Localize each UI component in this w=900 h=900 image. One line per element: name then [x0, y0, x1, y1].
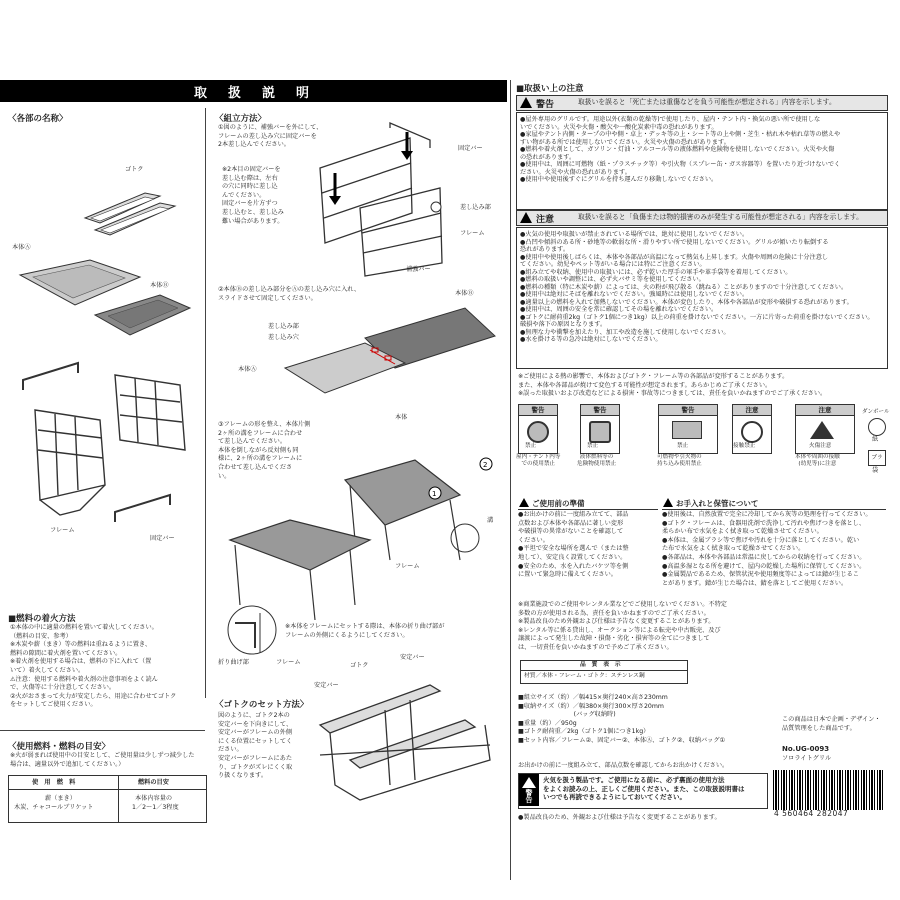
fuel-table-col-divider	[118, 775, 119, 822]
disclaimer: ※商業施設でのご使用やレンタル業などでご使用しないでください。不特定 多数の方が使用される為、責任を負いかねますのでご了承ください。 ※製品改良のため外観および仕様は予告なく変更することがあります。 ※レンタル等に係る貸出し、オークション等による転売や中古販売、及び 譲渡によって発生した故障・損傷・劣化・損害等の全てにつきまして は、一切責任を負いかねますので予めご了承ください。	[518, 601, 727, 651]
recycle-bag-label: 袋	[872, 467, 879, 474]
burn-symbol	[810, 421, 834, 439]
column-divider	[205, 108, 206, 698]
care-body: ●使用後は、自然放置で完全に冷却してから灰等の処理を行ってください。 ●ゴトク・フレームは、食器用洗剤で洗浄して汚れや焦げつきを落とし、 柔らかい布で水気をよく拭き取って乾燥させてください。 ●本体は、金属ブラシ等で焦げや汚れを十分に落としてください。乾い た布で水気をよく拭き取って乾燥させてください。 ●各部品は、本体や各部品は常温に戻してからの収納を行ってください。 ●高温多湿となる所を避けて、屋内の乾燥した場所に保管してください。 ●金属製品であるため、保管状況や使用頻度等によっては錆が生じるこ とがあります。錆が生じた場合は、錆を落としてご使用ください。	[662, 511, 872, 587]
label-body-b-2: 本体Ⓑ	[455, 290, 474, 297]
bottom-warning-text: 火気を扱う製品です。ご使用になる前に、必ず裏面の使用方法 をよくお読みの上、正しくご使用ください。また、この取扱説明書は いつでも再読できるようにしておいてください。	[543, 776, 745, 802]
page-title: 取 扱 説 明	[193, 86, 313, 101]
fuel-heading: ■燃料の着火方法	[8, 614, 76, 624]
label-brace: 補強バー	[406, 266, 431, 273]
warning-text: 取扱いを誤ると「死亡または重傷などを負う可能性が想定される」内容を示します。	[578, 98, 836, 106]
no-liquid-fuel-symbol	[589, 421, 611, 443]
footer-note: お出かけの前に一度組み立て、部品点数を確認してからお出かけください。	[518, 762, 729, 769]
fuel-table-r1c2: 本体内容量の	[135, 795, 173, 802]
label-insert: 差し込み部	[460, 204, 491, 211]
origin-note: この商品は日本で企画・デザイン・ 品質管理をした商品です。	[782, 716, 881, 732]
gotoku-set-heading: 〈ゴトクのセット方法〉	[215, 700, 309, 710]
before-use-heading: ご使用前の準備	[532, 499, 585, 508]
label-groove: 溝	[487, 517, 494, 524]
fuel-instructions: ①本体の中に適量の燃料を置いて着火してください。 （燃料の目安、参考） ※木炭や薪（まき）等の燃料は重ねるように置き、 燃料の隙間に着火剤を置いてください。 ※着火剤を使用する場合は、燃料の下に入れて（置 いて）着火してください。 ⚠注意：使用する燃料や着火剤の注意事項をよく読ん で、火傷等に十分注意してください。 ②火がおさまって火力が安定したら、用途に合わせてゴトク をセットしてご使用ください。	[10, 624, 177, 709]
assembly-step1-illustration	[300, 118, 465, 278]
model-number: No.UG-0093	[782, 745, 830, 753]
warning-items: ●屋外専用のグリルです。用途以外(衣類の乾燥等)で使用したり、屋内・テント内・換気の悪い所で使用しな いでください。火災や火傷・酸欠や一酸化炭素中毒の恐れがあります。 ●家屋やテント内側・タープの中や側・卓上・デッキ等の上・シート等の上や側・芝生・枯れ木や枯れ草等の燃えや すい物がある所では使用しないでください。火災や火傷の恐れがあります。 ●燃料や着火剤として、ガソリン・灯油・アルコール等の液体燃料や危険物を使用しないでください。火災や火傷 の恐れがあります。 ●使用中は、周囲に可燃物（紙・プラスチック等）や引火物（スプレー缶・ガス容器等）を置いたり近づけないでく ださい。火災や火傷の恐れがあります。 ●使用中や使用後すぐにグリルを持ち運んだり移動しないでください。	[520, 116, 841, 183]
gotoku-set-body: 図のように、ゴトク2本の 安定バーを下向きにして、 安定バーがフレームの外側 にくる位置にセットしてく ださい。 安定バーがフレームにあた り、ゴトクがズレにくく取 り扱くなります。	[218, 712, 293, 780]
label-frame-b: フレーム	[395, 563, 420, 570]
assembly-step3: ③フレームの形を整え、本体片側 2ヶ所の溝をフレームに合わせ て差し込んでください。 本体を倒しながら反対側も同 様に、2ヶ所の溝をフレームに 合わせて差し込んでくださ い。	[218, 421, 311, 480]
no-indoor-symbol	[527, 421, 549, 443]
handling-heading: ■取扱い上の注意	[516, 84, 584, 94]
no-touch-symbol	[741, 421, 763, 443]
before-use-icon	[519, 498, 529, 507]
quality-material: 材質／本体・フレーム・ゴトク：ステンレス鋼	[524, 673, 645, 679]
body-b-illustration	[90, 290, 195, 340]
footer-note-2: ●製品改良のため、外観および仕様は予告なく変更することがあります。	[518, 814, 721, 821]
caution-label: 注意	[536, 215, 555, 225]
parts-heading: 〈各部の名称〉	[8, 114, 68, 124]
label-body-b: 本体Ⓑ	[150, 282, 169, 289]
assembly-heading: 〈組立方法〉	[215, 114, 267, 124]
no-flammable-symbol	[672, 421, 702, 439]
fold-detail-illustration	[225, 603, 280, 658]
label-stable-bar-2: 安定バー	[314, 682, 339, 689]
label-gotoku: ゴトク	[125, 166, 144, 173]
care-heading: お手入れと保管について	[676, 499, 759, 508]
assembly-step1: ①図のように、補強バーを外にして、 フレームの差し込み穴に固定バーを 2本差し込んでください。	[218, 124, 323, 149]
fuel-section-divider	[0, 730, 205, 731]
recycle-paper-label: 紙	[872, 436, 879, 443]
icon-label-3-sub: 禁止	[677, 443, 689, 449]
label-body-a-2: 本体Ⓐ	[238, 366, 257, 373]
no-flammable-icon: 警告	[658, 404, 718, 454]
warning-label: 警告	[536, 100, 555, 110]
bottom-warning-icon	[522, 777, 536, 788]
after-notes: ※ご使用による熱の影響で、本体およびゴトク・フレーム等の各部品が変形することがあります。 また、本体や各部品が焼けて変色する可能性が想定されます。あらかじめご了承ください。 ※誤った取扱いおよび改造などによる損害・事故等につきましては、責任を負いかねますのでご了承ください。	[518, 373, 827, 398]
fixed-bar-illustration-2	[110, 490, 180, 525]
icon-label-1-sub: 禁止	[525, 443, 537, 449]
burn-caution-icon: 注意	[795, 404, 855, 454]
label-frame-c: フレーム	[276, 659, 301, 666]
recycle-paper-icon	[868, 418, 886, 436]
recycle-pla-icon: プラ	[868, 450, 886, 466]
icon-label-4-sub: 接触禁止	[733, 443, 756, 449]
fuel-table-col2: 燃料の目安	[138, 779, 169, 786]
label-hole: 差し込み穴	[268, 334, 299, 341]
label-insert-2: 差し込み部	[268, 323, 299, 330]
icon-label-2-sub: 禁止	[587, 443, 599, 449]
label-frame-a: フレーム	[460, 230, 485, 237]
fuel-table-heading: 〈使用燃料・燃料の目安〉	[8, 742, 111, 752]
assembly-step1-note: ※2本目の固定バーを 差し込む際は、左右 の穴に同時に差し込 んでください。 固定バーを片方ずつ 差し込むと、差し込み 難い場合があります。	[222, 166, 284, 225]
no-liquid-fuel-icon: 警告	[580, 404, 620, 454]
icon-label-3: 可燃物や引火物の 持ち込み使用禁止	[657, 454, 702, 467]
column-divider-right	[510, 80, 511, 880]
fuel-table-r2c2: 1／2～1／3程度	[132, 804, 179, 811]
label-fixed-bar-2: 固定バー	[458, 145, 483, 152]
svg-text:2: 2	[483, 461, 488, 469]
fuel-table-r2c1: 木炭、チャコールブリケット	[14, 804, 94, 811]
quality-heading: 品 質 表 示	[580, 662, 621, 668]
barcode	[773, 770, 885, 810]
no-touch-icon: 注意	[732, 404, 772, 454]
caution-items: ●火気の使用や取扱いが禁止されている場所では、絶対に使用しないでください。 ●凸凹や傾斜のある所・砂地等の軟弱な所・滑りやすい所で使用しないでください。グリルが傾いたり転倒する 恐れがあります。 ●使用中や使用後しばらくは、本体や各部品が高温になって熱気も上昇します。火傷や周囲の危険に十分注意し てください。幼児やペット等がいる場合には特にご注意ください。 ●組み立てや収納、使用中の取扱いには、必ず乾いた厚手の軍手や革手袋等を着用してください。 ●燃料の取扱いや調整には、必ず火バサミ等を使用してください。 ●燃料の種類（特に木炭や薪）によっては、火の粉が飛び散る（跳ねる）ことがありますので十分注意してください。 ●使用中は絶対にそばを離れないでください。強風時には使用しないでください。 ●適量以上の燃料を入れて加熱しないでください。本体が変色したり、本体や各部品が変形や破損する恐れがあります。 ●使用中は、周囲の安全を常に確認してその場を離れないでください。 ●ゴトクに耐荷重2kg（ゴトク1個につき1kg）以上の荷重を掛けないでください。一方に片寄った荷重を掛けないでください。 破損や落下の原因となります。 ●無理な力や衝撃を加えたり、加工や改造を施して使用しないでください。 ●水を掛ける等の急冷は絶対にしないでください。	[520, 231, 874, 343]
model-name: ソロライトグリル	[782, 755, 832, 762]
fuel-table-row-divider	[8, 789, 206, 790]
label-frame: フレーム	[50, 527, 75, 534]
assembly-step2: ②本体Ⓑの差し込み部分をⒶの差し込み穴に入れ、 スライドさせて固定してください。	[218, 286, 361, 302]
warning-icon	[520, 97, 532, 108]
fuel-table-r1c1: 薪（まき）	[45, 795, 76, 802]
quality-table-divider	[520, 670, 687, 671]
label-stable-bar-1: 安定バー	[400, 654, 425, 661]
label-gotoku-2: ゴトク	[350, 662, 369, 669]
icon-label-2: 液体燃料等の 危険物使用禁止	[577, 454, 617, 467]
svg-text:1: 1	[432, 490, 437, 498]
fuel-table-note: ※火が弱まれば使用中の目安として、ご使用量は少しずつ減少した 場合は、適量以外で追加してください。）	[10, 752, 195, 768]
before-use-body: ●お出かけの前に一度組み立てて、部品 点数および本体や各部品に著しい変形 や破損等の異常がないことを確認して ください。 ●平坦で安全な場所を選んで（または整 地して）、安定良く設置してください。 ●安全のため、水を入れたバケツ等を側 に置いて緊急時に備えてください。	[518, 511, 629, 579]
assembly-step3-note: ※本体をフレームにセットする際は、本体の折り曲げ部が フレームの外側にくるようにしてください。	[285, 623, 445, 639]
gotoku-set-illustration	[290, 665, 505, 810]
specs: ■組立サイズ（約）／幅415×奥行240×高さ230mm ■収納サイズ（約）／幅380×奥行300×厚さ20mm (バッグ収納時) ■重量（約）／950g ■ゴトク耐荷重／2kg（ゴトク1個につき1kg） ■セット内容／フレーム②、固定バー②、本体Ⓐ、ゴトク②、収納バッグ①	[518, 694, 726, 744]
caution-text: 取扱いを誤ると「負傷または物的損害のみが発生する可能性が想定される」内容を示します。	[578, 213, 863, 221]
fuel-table-col1: 使 用 燃 料	[32, 779, 76, 786]
icon-label-1: 屋内・テント内等 での使用禁止	[516, 454, 561, 467]
no-indoor-icon: 警告	[518, 404, 558, 454]
label-body-a: 本体Ⓐ	[12, 244, 31, 251]
care-icon	[663, 498, 673, 507]
icon-label-5-sub: 火傷注意	[809, 443, 832, 449]
label-fold: 折り曲げ部	[218, 659, 249, 666]
icon-label-5: 本体や周囲の接触 (幼児等)に注意	[795, 454, 840, 467]
barcode-number: 4 560464 282047	[774, 809, 849, 818]
assembly-step2-illustration	[275, 298, 500, 413]
label-fixed-bar: 固定バー	[150, 535, 175, 542]
recycle-cardboard-label: ダンボール	[862, 409, 890, 415]
gotoku-illustration	[75, 178, 185, 238]
label-body: 本体	[395, 414, 408, 421]
bottom-warning-label: 警告	[525, 789, 533, 803]
caution-icon	[520, 212, 532, 223]
